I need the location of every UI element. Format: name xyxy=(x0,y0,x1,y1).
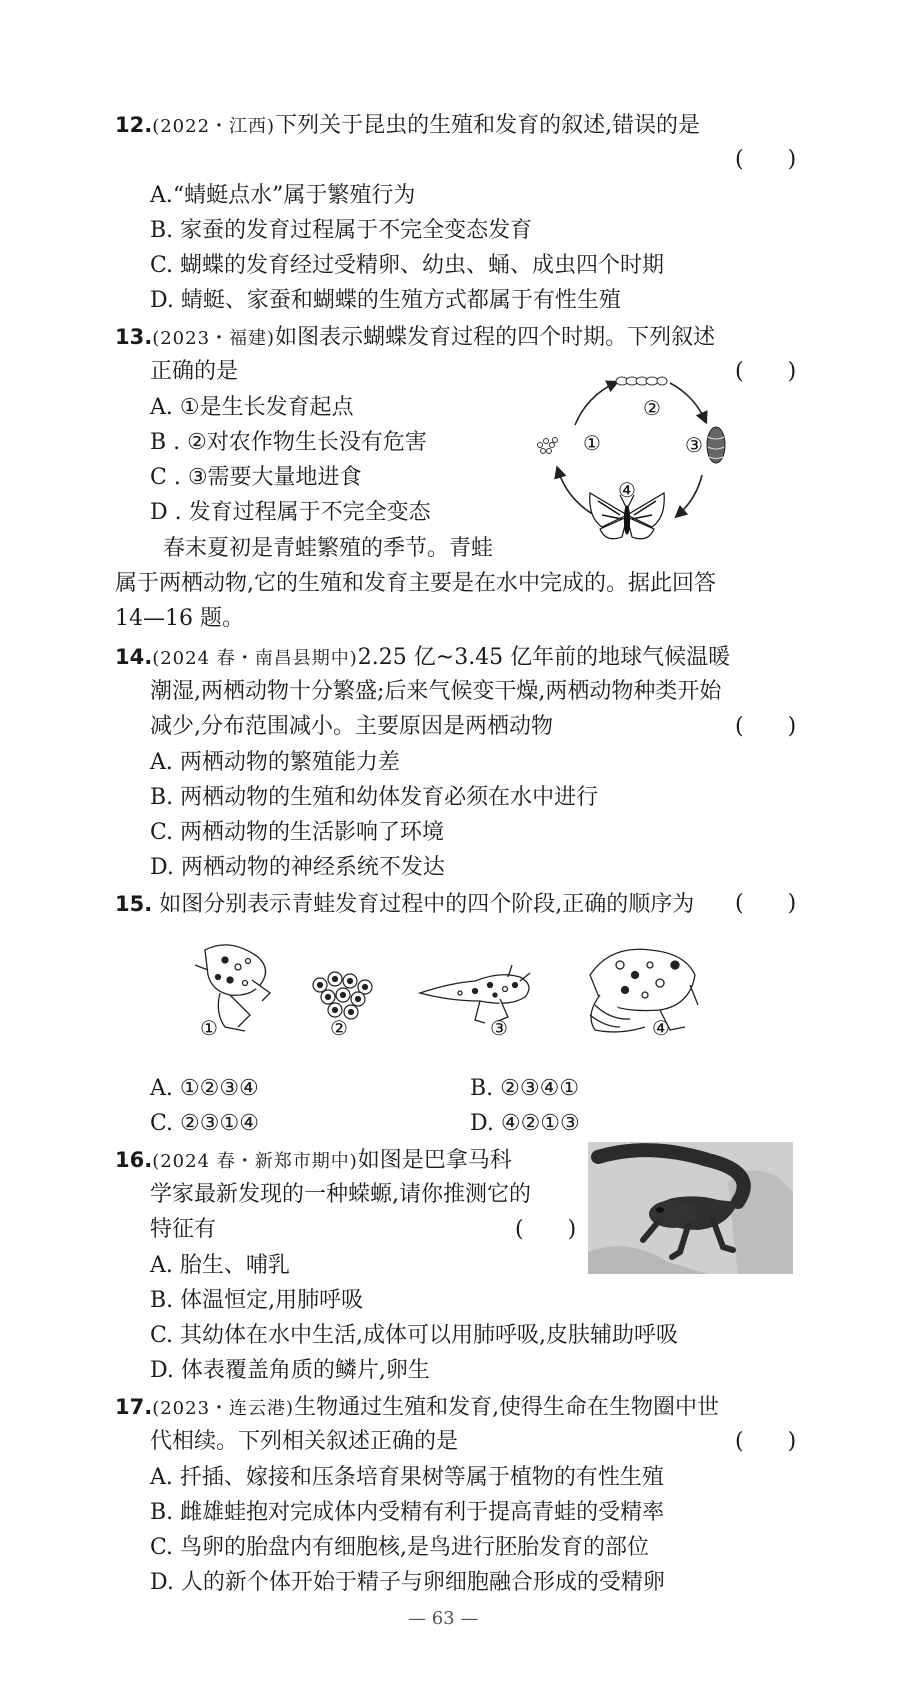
question-text: 如图表示蝴蝶发育过程的四个时期。下列叙述 xyxy=(275,325,716,350)
option-a: A. ①②③④ xyxy=(150,1076,259,1101)
question-15-stem xyxy=(115,889,694,920)
frog-development-figure xyxy=(190,935,770,1040)
question-text: 如图是巴拿马科 xyxy=(357,1148,512,1173)
option-a: A. 胎生、哺乳 xyxy=(150,1253,290,1278)
option-b: B . ②对农作物生长没有危害 xyxy=(150,430,427,455)
intro-line-1: 春末夏初是青蛙繁殖的季节。青蛙 xyxy=(163,536,494,561)
option-c: C. 鸟卵的胎盘内有细胞核,是鸟进行胚胎发育的部位 xyxy=(150,1535,650,1560)
question-text: 下列关于昆虫的生殖和发育的叙述,错误的是 xyxy=(275,113,701,138)
question-text: 2.25 亿~3.45 亿年前的地球气候温暖 xyxy=(357,645,731,670)
question-source: (2023・福建) xyxy=(152,328,276,349)
butterfly-life-cycle-figure xyxy=(530,365,740,545)
question-text: 如图分别表示青蛙发育过程中的四个阶段,正确的顺序为 xyxy=(159,892,695,917)
option-d: D. 蜻蜓、家蚕和蝴蝶的生殖方式都属于有性生殖 xyxy=(150,288,621,313)
frog-stage-label-2: ② xyxy=(330,1016,348,1040)
stage-label-3: ③ xyxy=(685,433,703,457)
frog-stage-label-3: ③ xyxy=(490,1016,508,1040)
question-number: 13. xyxy=(115,325,153,349)
option-c: C. 两栖动物的生活影响了环境 xyxy=(150,820,445,845)
question-14-stem-cont2: 减少,分布范围减小。主要原因是两栖动物 xyxy=(150,714,553,739)
option-b: B. 雌雄蛙抱对完成体内受精有利于提高青蛙的受精率 xyxy=(150,1500,665,1525)
question-16-stem-cont2: 特征有 xyxy=(150,1217,217,1242)
question-number: 12. xyxy=(115,113,153,137)
question-13-stem-cont: 正确的是 xyxy=(150,359,239,384)
answer-blank-14[interactable]: ( ) xyxy=(735,714,797,739)
question-source: (2024 春・南昌县期中) xyxy=(152,648,358,669)
question-16-stem-cont: 学家最新发现的一种蝾螈,请你推测它的 xyxy=(150,1182,531,1207)
pupa-icon xyxy=(707,427,725,463)
option-d: D . 发育过程属于不完全变态 xyxy=(150,500,431,525)
arrow-egg-to-larva xyxy=(575,383,615,425)
question-text: 生物通过生殖和发育,使得生命在生物圈中世 xyxy=(294,1395,720,1420)
option-c: C. 其幼体在水中生活,成体可以用肺呼吸,皮肤辅助呼吸 xyxy=(150,1323,679,1348)
question-number: 16. xyxy=(115,1148,153,1172)
question-source: (2022・江西) xyxy=(152,116,276,137)
caterpillar-icon xyxy=(616,377,667,385)
option-d: D. 人的新个体开始于精子与卵细胞融合形成的受精卵 xyxy=(150,1570,665,1595)
arrow-larva-to-pupa xyxy=(670,383,705,420)
option-b: B. 体温恒定,用肺呼吸 xyxy=(150,1288,364,1313)
question-14-stem xyxy=(115,642,730,674)
answer-blank-17[interactable]: ( ) xyxy=(735,1429,797,1454)
question-14-stem-cont: 潮湿,两栖动物十分繁盛;后来气候变干燥,两栖动物种类开始 xyxy=(150,679,722,704)
option-d: D. 体表覆盖角质的鳞片,卵生 xyxy=(150,1358,430,1383)
tadpole-icon xyxy=(420,965,530,1023)
option-a: A.“蜻蜓点水”属于繁殖行为 xyxy=(150,183,416,208)
option-c: C. ②③①④ xyxy=(150,1111,259,1136)
salamander-photo xyxy=(588,1142,793,1274)
egg-cluster-icon xyxy=(538,438,558,454)
question-number: 15. xyxy=(115,892,153,916)
question-17-stem xyxy=(115,1392,719,1424)
question-17-stem-cont: 代相续。下列相关叙述正确的是 xyxy=(150,1429,459,1454)
answer-blank-13[interactable]: ( ) xyxy=(735,359,797,384)
answer-blank-16[interactable]: ( ) xyxy=(515,1217,577,1242)
intro-line-2: 属于两栖动物,它的生殖和发育主要是在水中完成的。据此回答 xyxy=(115,571,716,596)
question-16-stem xyxy=(115,1145,512,1177)
question-source: (2024 春・新郑市期中) xyxy=(152,1151,358,1172)
life-cycle-diagram xyxy=(530,365,740,545)
option-d: D. ④②①③ xyxy=(470,1111,580,1136)
frog-stage-label-1: ① xyxy=(200,1016,218,1040)
question-12-stem xyxy=(115,110,700,142)
option-c: C . ③需要大量地进食 xyxy=(150,465,362,490)
arrow-pupa-to-adult xyxy=(678,475,702,515)
option-a: A. 两栖动物的繁殖能力差 xyxy=(150,750,400,775)
answer-blank-15[interactable]: ( ) xyxy=(735,891,797,916)
question-13-stem xyxy=(115,322,715,354)
adult-frog-icon xyxy=(590,949,698,1032)
page-number: — 63 — xyxy=(408,1608,479,1629)
option-c: C. 蝴蝶的发育经过受精卵、幼虫、蛹、成虫四个时期 xyxy=(150,253,665,278)
answer-blank-12[interactable]: ( ) xyxy=(735,147,797,172)
intro-line-3: 14—16 题。 xyxy=(115,606,244,631)
stage-label-4: ④ xyxy=(618,478,636,502)
frog-eggs-icon xyxy=(313,972,372,1019)
question-number: 14. xyxy=(115,645,153,669)
option-b: B. 两栖动物的生殖和幼体发育必须在水中进行 xyxy=(150,785,599,810)
question-number: 17. xyxy=(115,1395,153,1419)
stage-label-2: ② xyxy=(643,396,661,420)
option-a: A. 扦插、嫁接和压条培育果树等属于植物的有性生殖 xyxy=(150,1465,664,1490)
option-a: A. ①是生长发育起点 xyxy=(150,395,354,420)
option-b: B. ②③④① xyxy=(470,1076,580,1101)
frog-stage-label-4: ④ xyxy=(652,1016,670,1040)
option-d: D. 两栖动物的神经系统不发达 xyxy=(150,855,445,880)
stage-label-1: ① xyxy=(583,431,601,455)
option-b: B. 家蚕的发育过程属于不完全变态发育 xyxy=(150,218,533,243)
question-source: (2023・连云港) xyxy=(152,1398,295,1419)
